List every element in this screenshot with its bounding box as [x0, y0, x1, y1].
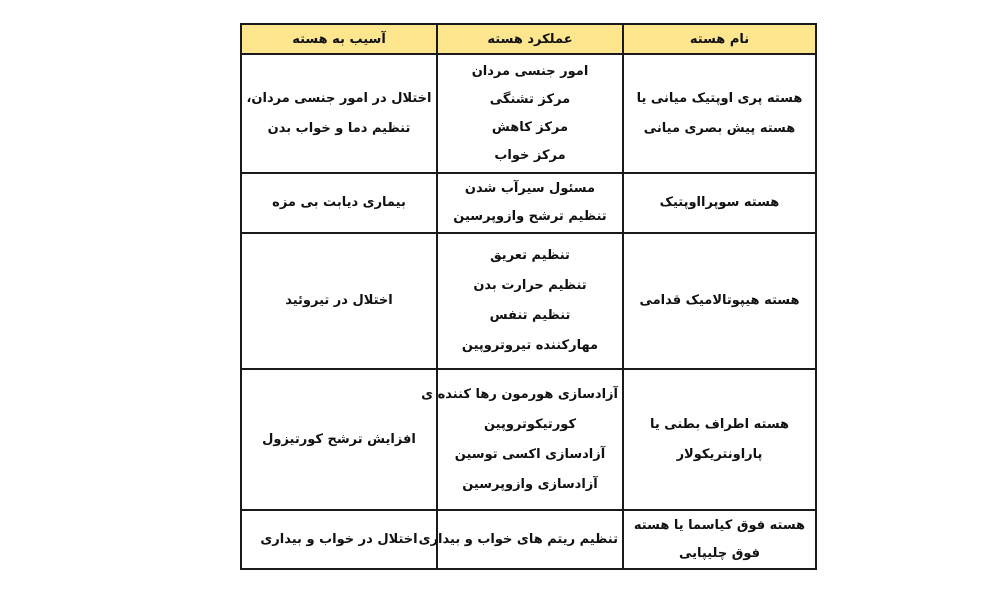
cell-text: آزادسازی اکسی توسین	[454, 446, 606, 462]
cell-text: مهارکننده تیروتروپین	[461, 338, 599, 353]
table-row	[241, 54, 816, 173]
cell-damage	[241, 369, 437, 510]
cell-text: هسته هیپوتالامیک قدامی	[639, 293, 800, 308]
cell-name	[623, 54, 816, 173]
cell-name	[623, 173, 816, 233]
hypothalamus-nuclei-table	[240, 23, 817, 570]
cell-text: فوق چلیپایی	[678, 545, 760, 561]
cell-text: مرکز تشنگی	[489, 91, 571, 107]
cell-text: آزادسازی هورمون رها کننده ی	[421, 386, 618, 402]
header-function: عملکرد هسته	[437, 24, 623, 54]
header-name: نام هسته	[623, 24, 816, 54]
cell-text: مرکز خواب	[494, 147, 566, 163]
cell-text: بیماری دیابت بی مزه	[272, 195, 406, 210]
cell-text: مسئول سیرآب شدن	[464, 181, 596, 196]
cell-text: افزایش ترشح کورتیزول	[262, 431, 416, 447]
cell-text: هسته اطراف بطنی یا	[649, 416, 790, 432]
cell-text: تنظیم دما و خواب بدن	[267, 120, 411, 136]
table-row	[241, 233, 816, 369]
cell-damage	[241, 173, 437, 233]
cell-function	[421, 369, 623, 510]
cell-text: تنظیم تعریق	[490, 248, 570, 263]
cell-text: تنظیم تنفس	[489, 308, 571, 323]
cell-function	[437, 233, 623, 369]
header-damage: آسیب به هسته	[241, 24, 437, 54]
header-row	[241, 24, 816, 54]
cell-text: هسته فوق کیاسما یا هسته	[633, 517, 806, 533]
cell-text: پاراونتریکولار	[676, 446, 763, 462]
cell-text: تنظیم ترشح وازوپرسین	[453, 209, 607, 224]
cell-name	[623, 233, 816, 369]
cell-function	[437, 173, 623, 233]
cell-text: تنظیم حرارت بدن	[473, 278, 587, 293]
cell-function	[418, 510, 623, 569]
cell-damage	[241, 54, 437, 173]
cell-text: امور جنسی مردان	[471, 63, 589, 79]
cell-text: کورتیکوتروپین	[483, 416, 577, 432]
cell-damage	[241, 233, 437, 369]
cell-text: آزادسازی وازوپرسین	[462, 476, 598, 492]
cell-text: هسته پیش بصری میانی	[643, 120, 796, 136]
cell-text: مرکز کاهش	[491, 119, 569, 135]
table-row	[241, 369, 816, 510]
table-row	[241, 173, 816, 233]
cell-function	[437, 54, 623, 173]
cell-text: اختلال در خواب و بیداری	[260, 531, 418, 547]
cell-damage	[241, 510, 437, 569]
table-row	[241, 510, 816, 569]
cell-text: هسته سوپرااوپتیک	[659, 195, 780, 210]
cell-text: اختلال در تیروئید	[285, 293, 393, 308]
cell-name	[623, 510, 816, 569]
cell-text: اختلال در امور جنسی مردان،	[246, 90, 432, 106]
cell-name	[623, 369, 816, 510]
cell-text: تنظیم ریتم های خواب و بیداری	[418, 531, 618, 547]
cell-text: هسته پری اوپتیک میانی یا	[636, 90, 803, 106]
